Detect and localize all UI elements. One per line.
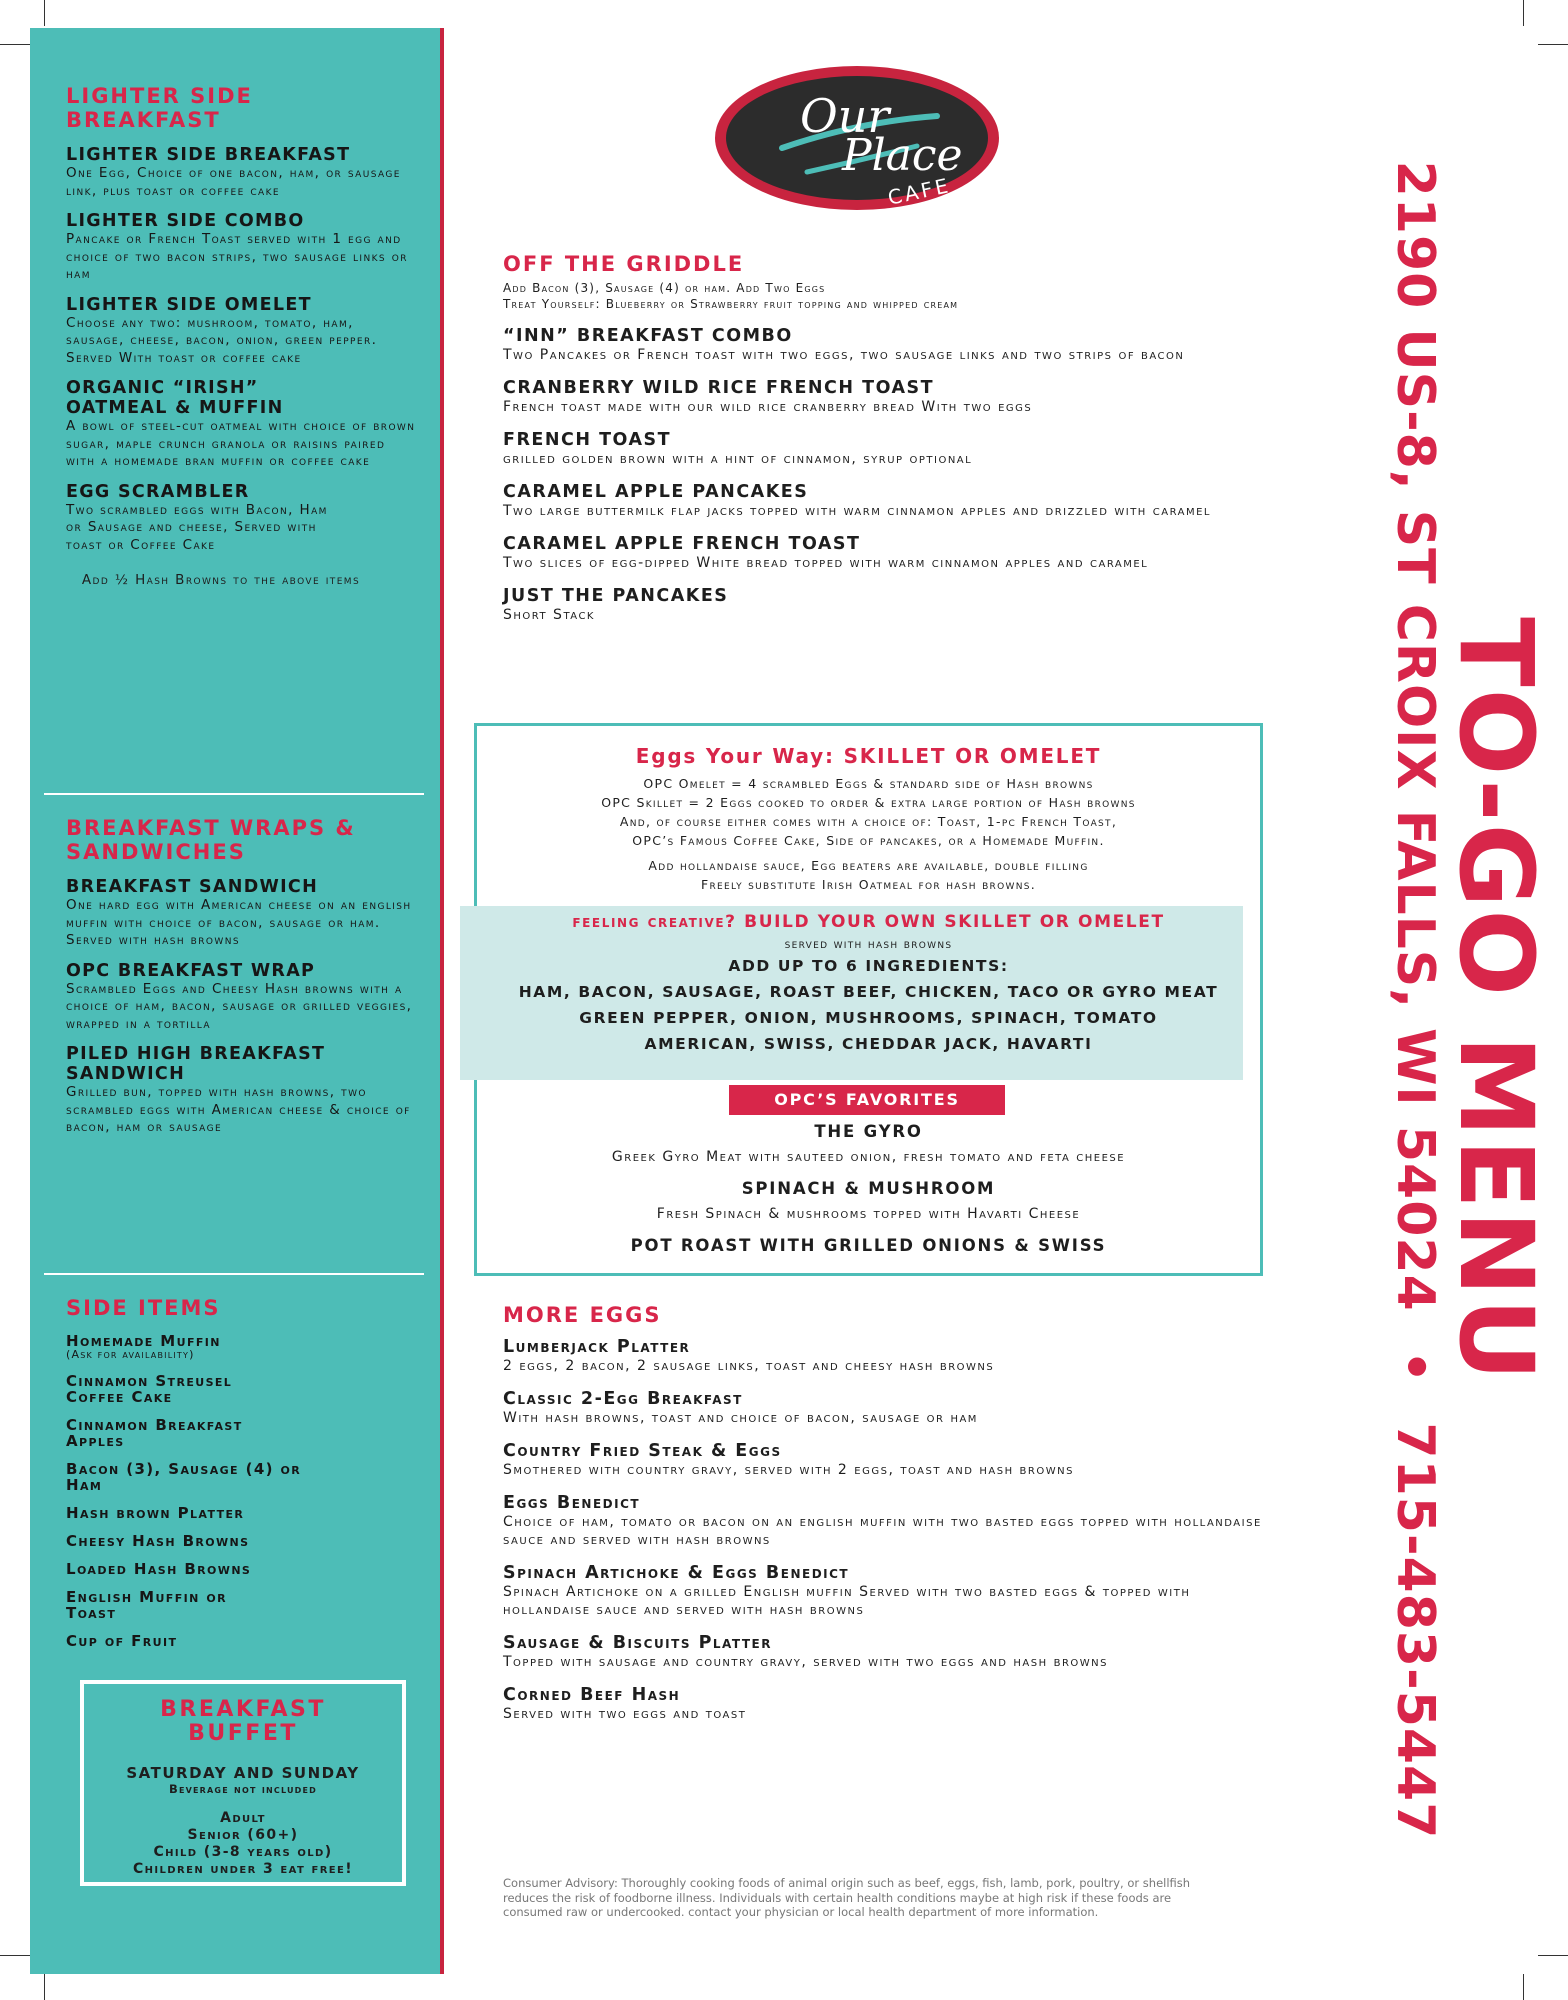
- item-desc: Pancake or French Toast served with 1 egg and choice of two bacon strips, two sausage links or ham: [66, 231, 408, 282]
- item-name: LIGHTER SIDE BREAKFAST: [66, 145, 351, 165]
- favorite-name: THE GYRO: [814, 1122, 923, 1141]
- menu-item: [66, 295, 416, 368]
- menu-item: [66, 378, 416, 471]
- eggs-line: OPC Omelet = 4 scrambled Eggs & standard side of Hash browns: [643, 776, 1094, 791]
- section-title: MORE EGGS: [503, 1303, 662, 1327]
- served-with-hash-browns: served with hash browns: [784, 936, 953, 951]
- divider: [44, 1273, 424, 1275]
- crop-mark: [1523, 1974, 1524, 2000]
- crop-mark: [0, 1955, 30, 1956]
- item-name: EGG SCRAMBLER: [66, 481, 250, 502]
- crop-mark: [1538, 44, 1568, 45]
- side-item: Cheesy Hash Browns: [66, 1532, 250, 1550]
- buffet-adult: Adult: [220, 1810, 266, 1826]
- crop-mark: [1538, 1955, 1568, 1956]
- ingredients-line: HAM, BACON, SAUSAGE, ROAST BEEF, CHICKEN, TACO OR GYRO MEAT: [518, 983, 1219, 1001]
- wraps-section: [66, 816, 416, 1148]
- eggs-line: Freely substitute Irish Oatmeal for hash browns.: [700, 877, 1037, 892]
- favorite-desc: Greek Gyro Meat with sauteed onion, fresh tomato and feta cheese: [611, 1149, 1126, 1165]
- favorites-list: [474, 1122, 1263, 1255]
- section-title: OFF THE GRIDDLE: [503, 252, 745, 276]
- menu-item: [503, 1493, 1263, 1549]
- our-place-cafe-logo: [712, 60, 1002, 220]
- section-title: BREAKFAST WRAPS & SANDWICHES: [66, 816, 356, 864]
- item-name: Classic 2-Egg Breakfast: [503, 1389, 743, 1409]
- menu-item: [503, 586, 1263, 624]
- logo-text-our: Our: [800, 89, 890, 143]
- item-name: “INN” BREAKFAST COMBO: [503, 326, 793, 346]
- crop-mark: [1523, 0, 1524, 26]
- eggs-line: And, of course either comes with a choice of: Toast, 1-pc French Toast,: [619, 814, 1118, 829]
- ingredients-line: AMERICAN, SWISS, CHEDDAR JACK, HAVARTI: [644, 1035, 1093, 1053]
- menu-item: [503, 1633, 1263, 1671]
- menu-item: [503, 482, 1263, 520]
- item-desc: French toast made with our wild rice cranberry bread With two eggs: [503, 399, 1033, 415]
- crop-mark: [44, 1974, 45, 2000]
- opc-favorites-tab: OPC’S FAVORITES: [729, 1085, 1005, 1115]
- griddle-note: Add Bacon (3), Sausage (4) or ham. Add Two Eggs: [503, 281, 826, 295]
- menu-item: [503, 1389, 1263, 1427]
- side-item: Cinnamon Streusel Coffee Cake: [66, 1372, 233, 1406]
- item-desc: Short Stack: [503, 607, 595, 623]
- menu-item: [503, 1337, 1263, 1375]
- crop-mark: [44, 0, 45, 26]
- build-your-own-title: feeling creative? BUILD YOUR OWN SKILLET OR OMELET: [572, 912, 1165, 932]
- item-desc: Two scrambled eggs with Bacon, Ham or Sausage and cheese, Served with toast or Coffee Cake: [66, 501, 328, 553]
- item-desc: Two slices of egg-dipped White bread topped with warm cinnamon apples and caramel: [503, 555, 1149, 571]
- menu-item: [503, 1441, 1263, 1479]
- menu-item: [503, 430, 1263, 468]
- menu-item: [66, 877, 416, 950]
- item-desc: Two Pancakes or French toast with two eggs, two sausage links and two strips of bacon: [503, 347, 1185, 363]
- eggs-line: OPC Skillet = 2 Eggs cooked to order & extra large portion of Hash browns: [601, 795, 1136, 810]
- address-phone: 2190 US-8, ST CROIX FALLS, WI 54024 • 715-483-5447: [1385, 160, 1445, 1840]
- favorite-desc: Fresh Spinach & mushrooms topped with Havarti Cheese: [656, 1206, 1081, 1222]
- eggs-line: OPC’s Famous Coffee Cake, Side of pancakes, or a Homemade Muffin.: [632, 833, 1105, 848]
- favorite-name: SPINACH & MUSHROOM: [741, 1179, 996, 1198]
- menu-item: [503, 378, 1263, 416]
- menu-item: [503, 1685, 1263, 1723]
- crop-mark: [0, 44, 30, 45]
- item-desc: One hard egg with American cheese on an english muffin with choice of bacon, sausage or ham. Served with hash browns: [66, 897, 412, 948]
- item-desc: A bowl of steel-cut oatmeal with choice of brown sugar, maple crunch granola or raisins paired with a homemade bran muffin or coffee cake: [66, 418, 416, 469]
- item-desc: grilled golden brown with a hint of cinnamon, syrup optional: [503, 451, 973, 467]
- side-item-name: Homemade Muffin: [66, 1332, 221, 1350]
- item-name: CARAMEL APPLE FRENCH TOAST: [503, 534, 861, 554]
- consumer-advisory: Consumer Advisory: Thoroughly cooking foods of animal origin such as beef, eggs, fish, lamb, pork, poultry, or shellfish reduces the risk of foodborne illness. Individuals with certain health conditions maybe at high risk if these foods are consumed raw or undercooked. contact your physician or local health department of more information.: [503, 1876, 1191, 1919]
- build-your-own-content: [474, 912, 1263, 1057]
- item-name: CRANBERRY WILD RICE FRENCH TOAST: [503, 378, 935, 398]
- side-item: English Muffin or Toast: [66, 1588, 227, 1622]
- left-panel-rule: [440, 28, 444, 1974]
- eggs-your-way-content: [474, 744, 1263, 894]
- eggs-line: Add hollandaise sauce, Egg beaters are available, double filling: [648, 858, 1089, 873]
- divider: [44, 793, 424, 795]
- item-name: Lumberjack Platter: [503, 1337, 691, 1357]
- buffet-beverage-note: Beverage not included: [168, 1782, 318, 1796]
- hash-browns-note: Add ½ Hash Browns to the above items: [81, 572, 361, 588]
- section-title: LIGHTER SIDE BREAKFAST: [66, 84, 253, 132]
- breakfast-buffet-box: [80, 1680, 406, 1886]
- item-name: LIGHTER SIDE COMBO: [66, 211, 305, 231]
- side-item: [66, 1333, 296, 1361]
- item-name: JUST THE PANCAKES: [503, 586, 729, 606]
- item-name: Sausage & Biscuits Platter: [503, 1633, 772, 1653]
- add-up-to-6: ADD UP TO 6 INGREDIENTS:: [728, 957, 1009, 975]
- griddle-section: [503, 252, 1263, 624]
- item-desc: Smothered with country gravy, served with 2 eggs, toast and hash browns: [503, 1462, 1074, 1478]
- side-item: Hash brown Platter: [66, 1504, 245, 1522]
- menu-item: [503, 326, 1263, 364]
- griddle-note: Treat Yourself: Blueberry or Strawberry fruit topping and whipped cream: [503, 297, 959, 311]
- eggs-title: Eggs Your Way: SKILLET OR OMELET: [635, 744, 1102, 768]
- item-name: Corned Beef Hash: [503, 1685, 681, 1705]
- side-item: Bacon (3), Sausage (4) or Ham: [66, 1460, 302, 1494]
- logo-text-place: Place: [842, 130, 963, 181]
- menu-item: [66, 1044, 416, 1137]
- lighter-side-section: [66, 84, 416, 589]
- item-desc: Spinach Artichoke on a grilled English muffin Served with two basted eggs & topped with hollandaise sauce and served with hash browns: [503, 1584, 1191, 1618]
- item-name: PILED HIGH BREAKFAST SANDWICH: [66, 1044, 326, 1084]
- menu-item: [66, 145, 416, 200]
- side-item: Cinnamon Breakfast Apples: [66, 1416, 243, 1450]
- side-item-note: (Ask for availability): [66, 1348, 195, 1361]
- item-desc: Topped with sausage and country gravy, served with two eggs and hash browns: [503, 1654, 1108, 1670]
- buffet-title: BREAKFAST BUFFET: [160, 1697, 326, 1746]
- to-go-menu-title: TO-GO MENU: [1436, 617, 1555, 1383]
- buffet-days: SATURDAY AND SUNDAY: [126, 1764, 360, 1782]
- menu-item: [503, 534, 1263, 572]
- item-name: ORGANIC “IRISH” OATMEAL & MUFFIN: [66, 378, 284, 418]
- logo-text-cafe: CAFE: [885, 173, 954, 210]
- item-desc: Choose any two: mushroom, tomato, ham, sausage, cheese, bacon, onion, green pepper. Served With toast or coffee cake: [66, 314, 378, 366]
- favorite-name: POT ROAST WITH GRILLED ONIONS & SWISS: [630, 1236, 1107, 1255]
- buffet-child: Child (3-8 years old): [153, 1844, 333, 1860]
- section-title: SIDE ITEMS: [66, 1296, 221, 1320]
- item-desc: Served with two eggs and toast: [503, 1706, 747, 1722]
- side-item: Cup of Fruit: [66, 1632, 178, 1650]
- item-name: Spinach Artichoke & Eggs Benedict: [503, 1563, 850, 1583]
- item-name: FRENCH TOAST: [503, 430, 672, 450]
- ingredients-line: GREEN PEPPER, ONION, MUSHROOMS, SPINACH, TOMATO: [579, 1009, 1158, 1027]
- item-name: Country Fried Steak & Eggs: [503, 1441, 782, 1461]
- more-eggs-section: [503, 1303, 1263, 1723]
- item-desc: With hash browns, toast and choice of bacon, sausage or ham: [503, 1410, 978, 1426]
- menu-item: [503, 1563, 1263, 1619]
- side-item: Loaded Hash Browns: [66, 1560, 252, 1578]
- item-desc: Choice of ham, tomato or bacon on an english muffin with two basted eggs topped with hollandaise sauce and served with hash browns: [503, 1514, 1262, 1548]
- item-name: BREAKFAST SANDWICH: [66, 877, 319, 897]
- menu-item: [66, 961, 416, 1034]
- item-desc: Scrambled Eggs and Cheesy Hash browns with a choice of ham, bacon, sausage or grilled veggies, wrapped in a tortilla: [66, 980, 413, 1032]
- item-name: CARAMEL APPLE PANCAKES: [503, 482, 809, 502]
- item-desc: One Egg, Choice of one bacon, ham, or sausage link, plus toast or coffee cake: [66, 165, 401, 199]
- side-items-section: [66, 1296, 416, 1661]
- item-desc: Grilled bun, topped with hash browns, two scrambled eggs with American cheese & choice of bacon, ham or sausage: [66, 1084, 411, 1135]
- buffet-under3: Children under 3 eat free!: [132, 1861, 354, 1877]
- buffet-senior: Senior (60+): [187, 1827, 299, 1843]
- item-desc: 2 eggs, 2 bacon, 2 sausage links, toast and cheesy hash browns: [503, 1358, 995, 1374]
- item-name: Eggs Benedict: [503, 1493, 641, 1513]
- item-name: OPC BREAKFAST WRAP: [66, 960, 316, 981]
- menu-item: [66, 482, 416, 555]
- item-name: LIGHTER SIDE OMELET: [66, 294, 312, 315]
- item-desc: Two large buttermilk flap jacks topped with warm cinnamon apples and drizzled with caramel: [503, 503, 1211, 519]
- menu-item: [66, 211, 416, 284]
